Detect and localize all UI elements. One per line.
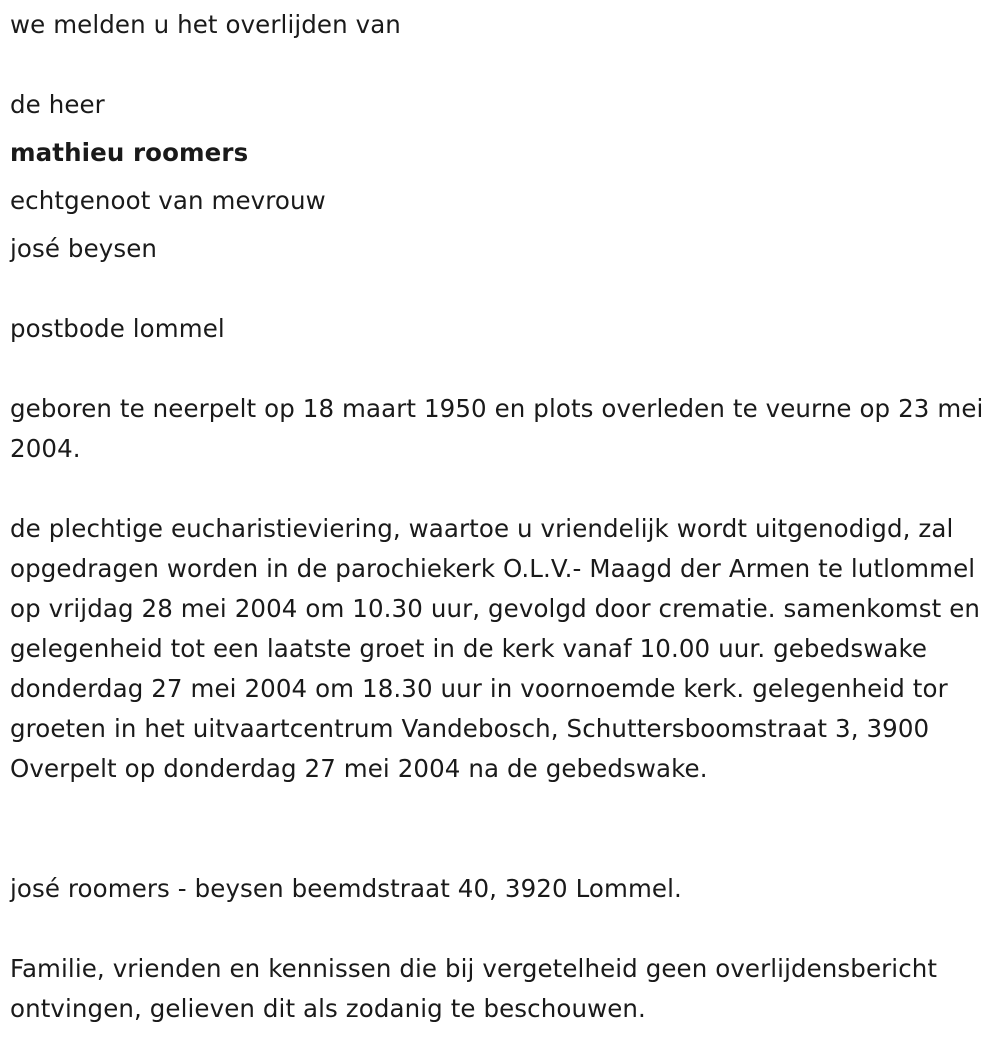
occupation: postbode lommel: [10, 314, 225, 343]
closing-note: Familie, vrienden en kennissen die bij vergetelheid geen overlijdensbericht ontvingen, gelieven dit als zodanig te beschouwen.: [10, 954, 938, 1023]
ceremony-paragraph: de plechtige eucharistieviering, waartoe u vriendelijk wordt uitgenodigd, zal opgedragen worden in de parochiekerk O.L.V.- Maagd der Armen te lutlommel op vrijdag 28 mei 2004 om 10.30 uur, gevolgd door crematie. samenkomst en gelegenheid tot een laatste groet in de kerk vanaf 10.00 uur. gebedswake donderdag 27 mei 2004 om 18.30 uur in voornoemde kerk. gelegenheid tor groeten in het uitvaartcentrum Vandebosch, Schuttersboomstraat 3, 3900 Overpelt op donderdag 27 mei 2004 na de gebedswake.: [10, 514, 981, 783]
spouse-label: echtgenoot van mevrouw: [10, 186, 326, 215]
contact-address: josé roomers - beysen beemdstraat 40, 3920 Lommel.: [10, 874, 682, 903]
title-prefix: de heer: [10, 90, 105, 119]
intro-text: we melden u het overlijden van: [10, 10, 401, 39]
birth-death-paragraph: geboren te neerpelt op 18 maart 1950 en plots overleden te veurne op 23 mei 2004.: [10, 394, 984, 463]
spouse-name: josé beysen: [10, 234, 158, 263]
deceased-name: mathieu roomers: [10, 138, 249, 167]
